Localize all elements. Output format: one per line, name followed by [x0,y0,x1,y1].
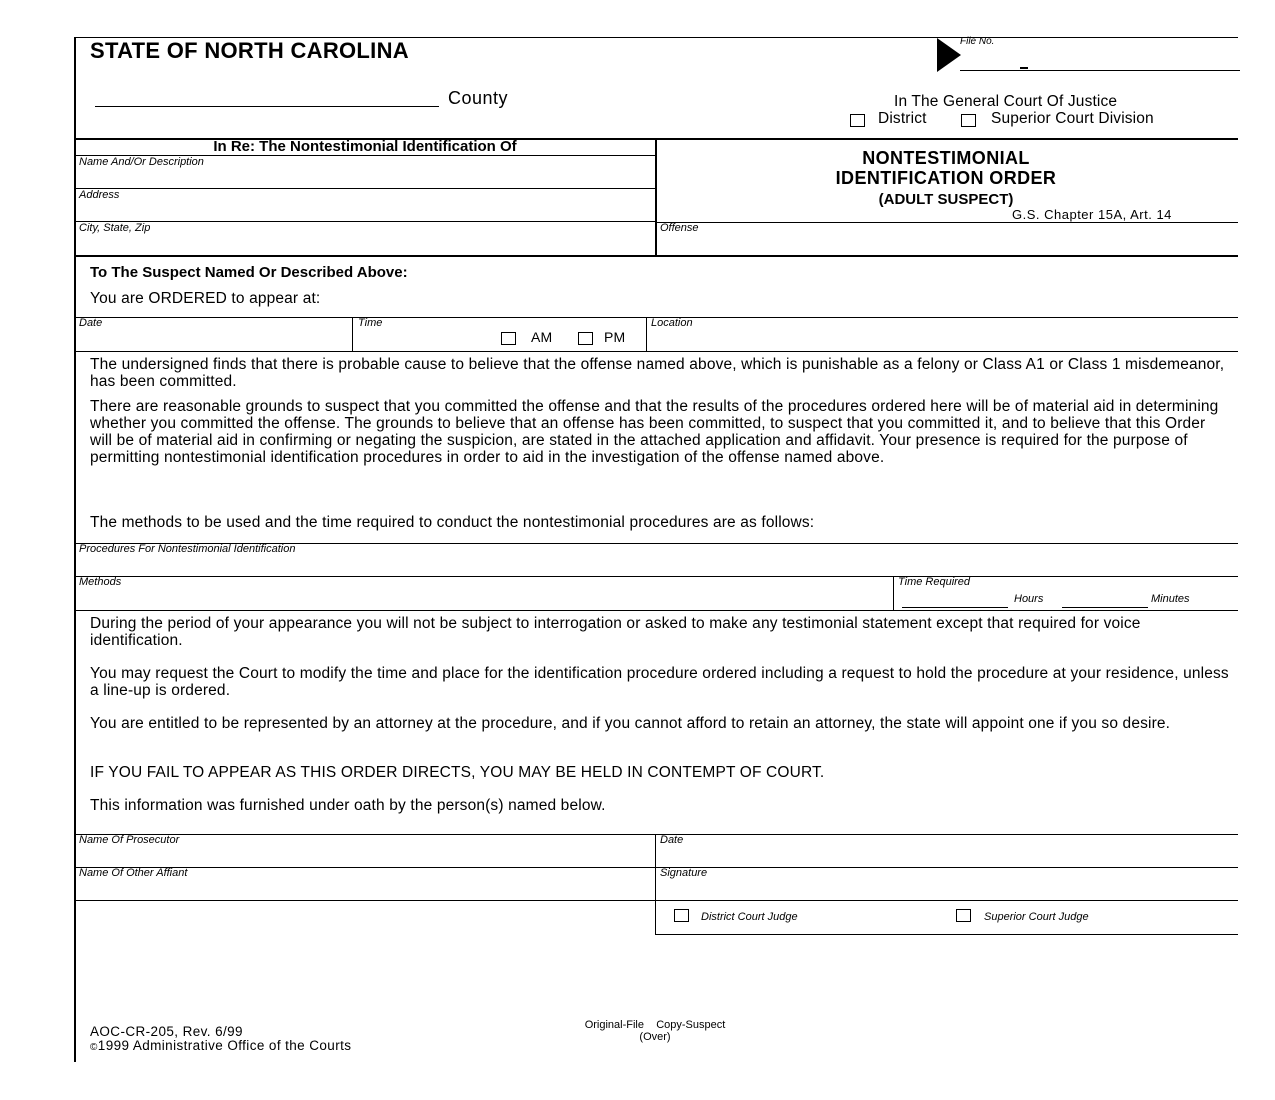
name-row-line [75,188,655,189]
time-location-divider [646,318,647,351]
address-label: Address [79,189,120,201]
left-border [74,37,76,1062]
pm-checkbox[interactable] [578,332,593,345]
district-checkbox[interactable] [850,114,865,127]
file-no-label: File No. [960,36,995,47]
copyright-text: 1999 Administrative Office of the Courts [97,1038,352,1053]
signature-top-line [75,834,1238,835]
time-label: Time [358,317,383,329]
modify-request-paragraph: You may request the Court to modify the time and place for the identification procedure ordered including a request to hold the procedure at your residence, unless a line-up is ordered. [90,665,1229,699]
district-judge-checkbox[interactable] [674,909,689,922]
file-no-mark [1020,67,1028,69]
over-note: (Over) [639,1031,671,1043]
hours-input[interactable] [902,591,1008,608]
methods-input[interactable] [79,590,891,608]
form-subtitle: (ADULT SUSPECT) [878,191,1014,208]
am-label: AM [531,329,553,345]
signature-label: Signature [660,867,708,879]
methods-time-divider [893,577,894,610]
appear-bottom-line [75,351,1238,352]
name-description-input[interactable] [79,170,653,188]
judge-bottom-line [656,934,1238,935]
under-oath-statement: This information was furnished under oath by the person(s) named below. [90,797,606,814]
reasonable-grounds-paragraph: There are reasonable grounds to suspect that you committed the offense and that the results of the procedures ordered here will be of material aid in determining whether you committed the offense. The grounds to believe that an offense has been committed, to suspect that you committed it, and to believe that this Order will be of material aid in confirming or negating the suspicion, are stated in the attached application and affidavit. Your presence is required for the purpose of permitting nontestimonial identification procedures in order to aid in the investigation of the offense named above. [90,398,1219,466]
superior-judge-label: Superior Court Judge [984,911,1089,923]
file-no-input[interactable] [960,50,1240,71]
offense-input[interactable] [660,236,1238,254]
superior-judge-checkbox[interactable] [956,909,971,922]
procedures-bottom-line [75,576,1238,577]
address-row-line [75,221,655,222]
prosecutor-input[interactable] [79,848,653,866]
hours-label: Hours [1014,593,1044,605]
other-affiant-input[interactable] [79,881,653,899]
address-input[interactable] [79,203,653,221]
time-required-label: Time Required [898,576,971,588]
copyright-line [90,1038,351,1053]
minutes-input[interactable] [1062,591,1148,608]
procedures-label: Procedures For Nontestimonial Identification [79,543,296,555]
signature-date-label: Date [660,834,684,846]
am-checkbox[interactable] [501,332,516,345]
other-affiant-label: Name Of Other Affiant [79,867,188,879]
state-title: STATE OF NORTH CAROLINA [90,38,409,63]
offense-label: Offense [660,222,699,234]
prosecutor-bottom-line [75,867,1238,868]
methods-bottom-line [75,610,1238,611]
date-label: Date [79,317,103,329]
court-name: In The General Court Of Justice [894,93,1118,110]
form-number: AOC-CR-205, Rev. 6/99 [90,1024,243,1039]
attorney-paragraph: You are entitled to be represented by an attorney at the procedure, and if you cannot afford to retain an attorney, the state will appoint one if you so desire. [90,715,1171,732]
probable-cause-paragraph: The undersigned finds that there is probable cause to believe that the offense named above, which is punishable as a felony or Class A1 or Class 1 misdemeanor, has been committed. [90,356,1225,390]
pm-label: PM [604,329,626,345]
location-label: Location [651,317,693,329]
methods-label: Methods [79,576,122,588]
methods-intro: The methods to be used and the time required to conduct the nontestimonial procedures are as follows: [90,514,815,531]
minutes-label: Minutes [1151,593,1190,605]
signature-date-input[interactable] [660,848,1238,866]
statute-reference: G.S. Chapter 15A, Art. 14 [1012,207,1172,222]
city-state-zip-input[interactable] [79,236,653,254]
form-title-line1: NONTESTIMONIAL [862,148,1030,168]
county-input[interactable] [95,86,439,107]
appear-time-input[interactable] [358,331,497,349]
distribution-copies: Original-File Copy-Suspect [584,1019,726,1031]
date-time-divider [352,318,353,351]
ordered-to-appear: You are ORDERED to appear at: [90,290,321,307]
signature-input[interactable] [660,881,1238,899]
title-bottom-line [656,222,1238,223]
district-judge-label: District Court Judge [701,911,798,923]
in-re-bottom-line [75,255,1238,257]
city-state-zip-label: City, State, Zip [79,222,151,234]
affiant-bottom-line [75,900,1238,901]
appear-date-input[interactable] [79,331,351,349]
to-suspect-heading: To The Suspect Named Or Described Above: [90,264,408,281]
appear-location-input[interactable] [651,331,1235,349]
district-label: District [878,110,927,127]
procedures-input[interactable] [79,557,1233,575]
superior-division-label: Superior Court Division [991,110,1154,127]
name-description-label: Name And/Or Description [79,156,204,168]
signature-divider [655,835,656,935]
contempt-warning: IF YOU FAIL TO APPEAR AS THIS ORDER DIRECTS, YOU MAY BE HELD IN CONTEMPT OF COURT. [90,764,825,781]
file-no-arrow-icon [937,38,961,72]
superior-division-checkbox[interactable] [961,114,976,127]
no-interrogation-paragraph: During the period of your appearance you will not be subject to interrogation or asked to make any testimonial statement except that required for voice identification. [90,615,1141,649]
in-re-heading: In Re: The Nontestimonial Identification Of [213,138,517,155]
county-label: County [448,88,509,108]
prosecutor-label: Name Of Prosecutor [79,834,180,846]
form-title-line2: IDENTIFICATION ORDER [835,168,1057,188]
copyright-mark: © [90,1042,98,1053]
